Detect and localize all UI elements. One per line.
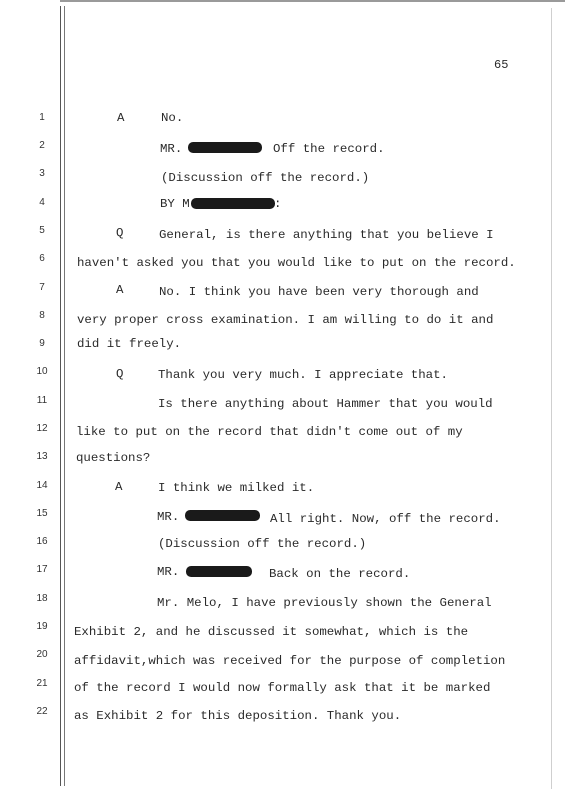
transcript-line: All right. Now, off the record. xyxy=(270,512,501,526)
line-number: 19 xyxy=(36,621,48,632)
transcript-line: No. I think you have been very thorough and xyxy=(159,285,479,299)
transcript-line: of the record I would now formally ask that it be marked xyxy=(74,681,491,695)
transcript-line: Thank you very much. I appreciate that. xyxy=(158,368,448,382)
line-number: 10 xyxy=(36,366,48,377)
line-number: 12 xyxy=(36,423,48,434)
line-number: 17 xyxy=(36,564,48,575)
speaker-label: A xyxy=(116,283,124,297)
line-number: 9 xyxy=(39,338,45,349)
transcript-line: (Discussion off the record.) xyxy=(158,537,367,551)
transcript-line: like to put on the record that didn't come out of my xyxy=(76,425,463,439)
line-number: 18 xyxy=(36,593,48,604)
line-number: 21 xyxy=(36,678,48,689)
transcript-line: No. xyxy=(161,111,184,125)
line-number: 2 xyxy=(39,140,45,151)
transcript-line: Back on the record. xyxy=(269,567,411,581)
line-number: 20 xyxy=(36,649,48,660)
transcript-line: General, is there anything that you believe I xyxy=(159,228,494,242)
transcript-line: Is there anything about Hammer that you would xyxy=(158,397,493,411)
left-margin-line xyxy=(60,6,61,786)
transcript-line: I think we milked it. xyxy=(158,481,315,495)
transcript-line: Off the record. xyxy=(273,142,385,156)
line-number: 5 xyxy=(39,225,45,236)
line-number: 6 xyxy=(39,253,45,264)
line-number: 8 xyxy=(39,310,45,321)
line-number: 7 xyxy=(39,282,45,293)
line-number: 16 xyxy=(36,536,48,547)
left-margin-line-inner xyxy=(64,6,65,786)
speaker-prefix: MR. xyxy=(157,510,180,524)
right-edge-line xyxy=(551,8,552,789)
transcript-line: haven't asked you that you would like to put on the record. xyxy=(77,256,516,270)
transcript-line: as Exhibit 2 for this deposition. Thank you. xyxy=(74,709,402,723)
speaker-label: A xyxy=(115,480,123,494)
transcript-line: Mr. Melo, I have previously shown the General xyxy=(157,596,492,610)
redaction-bar xyxy=(185,510,260,521)
speaker-label: Q xyxy=(116,226,124,240)
line-number: 15 xyxy=(36,508,48,519)
redaction-bar xyxy=(188,142,262,153)
line-number: 4 xyxy=(39,197,45,208)
speaker-prefix: BY M xyxy=(160,197,190,211)
line-number: 22 xyxy=(36,706,48,717)
transcript-line: did it freely. xyxy=(77,337,182,351)
redaction-bar xyxy=(191,198,275,209)
transcript-line: questions? xyxy=(76,451,151,465)
redaction-bar xyxy=(186,566,252,577)
transcript-line: (Discussion off the record.) xyxy=(161,171,370,185)
page-number: 65 xyxy=(494,58,509,72)
line-number: 14 xyxy=(36,480,48,491)
line-number: 3 xyxy=(39,168,45,179)
speaker-prefix: MR. xyxy=(160,142,183,156)
transcript-line: Exhibit 2, and he discussed it somewhat, which is the xyxy=(74,625,469,639)
line-number: 11 xyxy=(36,395,48,406)
line-number: 13 xyxy=(36,451,48,462)
transcript-line: : xyxy=(274,197,282,211)
line-number: 1 xyxy=(39,112,45,123)
transcript-line: very proper cross examination. I am willing to do it and xyxy=(77,313,494,327)
transcript-line: affidavit,which was received for the purpose of completion xyxy=(74,654,506,668)
speaker-prefix: MR. xyxy=(157,565,180,579)
speaker-label: A xyxy=(117,111,125,125)
speaker-label: Q xyxy=(116,367,124,381)
top-border xyxy=(60,0,565,2)
